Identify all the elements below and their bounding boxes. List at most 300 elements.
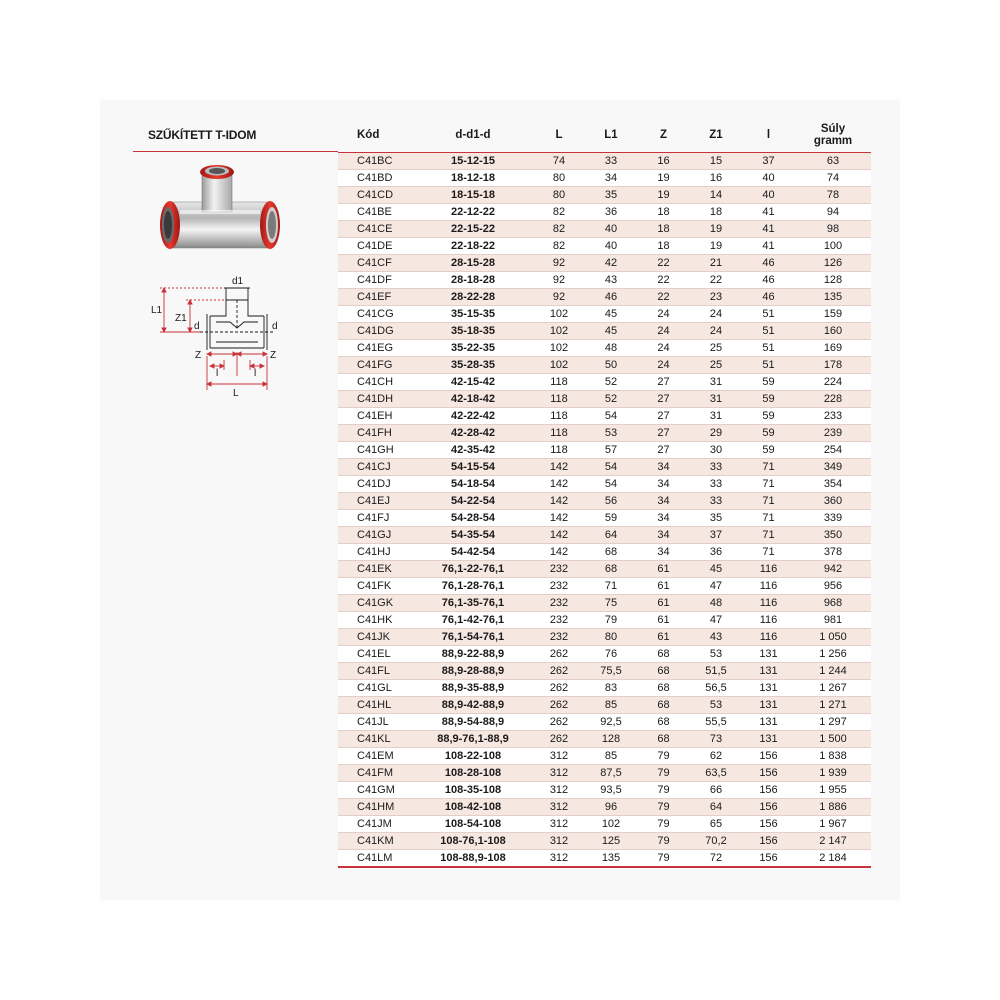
cell-code: C41DG bbox=[338, 323, 413, 340]
table-row bbox=[338, 765, 871, 782]
cell-L: 92 bbox=[533, 255, 585, 272]
cell-code: C41FL bbox=[338, 663, 413, 680]
cell-l: 156 bbox=[742, 799, 795, 816]
cell-code: C41HJ bbox=[338, 544, 413, 561]
cell-code: C41BD bbox=[338, 170, 413, 187]
cell-code: C41BE bbox=[338, 204, 413, 221]
col-header-l: l bbox=[742, 118, 795, 153]
table-row bbox=[338, 391, 871, 408]
cell-L: 232 bbox=[533, 578, 585, 595]
cell-L: 142 bbox=[533, 493, 585, 510]
cell-L1: 87,5 bbox=[585, 765, 637, 782]
cell-Z: 79 bbox=[637, 765, 690, 782]
table-row bbox=[338, 204, 871, 221]
table-row bbox=[338, 289, 871, 306]
cell-weight: 1 838 bbox=[795, 748, 871, 765]
cell-L: 262 bbox=[533, 697, 585, 714]
cell-L1: 79 bbox=[585, 612, 637, 629]
cell-L: 312 bbox=[533, 765, 585, 782]
cell-l: 37 bbox=[742, 153, 795, 170]
cell-weight: 968 bbox=[795, 595, 871, 612]
cell-Z1: 33 bbox=[690, 493, 742, 510]
cell-code: C41DE bbox=[338, 238, 413, 255]
cell-code: C41FM bbox=[338, 765, 413, 782]
cell-L: 102 bbox=[533, 306, 585, 323]
cell-dims: 76,1-22-76,1 bbox=[413, 561, 533, 578]
cell-L: 142 bbox=[533, 527, 585, 544]
cell-L1: 52 bbox=[585, 374, 637, 391]
tee-fitting-photo bbox=[150, 158, 290, 268]
cell-Z1: 66 bbox=[690, 782, 742, 799]
cell-weight: 78 bbox=[795, 187, 871, 204]
cell-Z1: 16 bbox=[690, 170, 742, 187]
cell-code: C41BC bbox=[338, 153, 413, 170]
cell-Z: 16 bbox=[637, 153, 690, 170]
cell-code: C41LM bbox=[338, 850, 413, 868]
cell-Z1: 24 bbox=[690, 323, 742, 340]
cell-dims: 108-35-108 bbox=[413, 782, 533, 799]
cell-weight: 1 050 bbox=[795, 629, 871, 646]
cell-dims: 76,1-42-76,1 bbox=[413, 612, 533, 629]
cell-code: C41FK bbox=[338, 578, 413, 595]
cell-L1: 68 bbox=[585, 561, 637, 578]
label-d-right: d bbox=[272, 321, 278, 332]
cell-Z1: 53 bbox=[690, 697, 742, 714]
table-row bbox=[338, 510, 871, 527]
cell-dims: 28-15-28 bbox=[413, 255, 533, 272]
table-row bbox=[338, 459, 871, 476]
label-Z1: Z1 bbox=[175, 313, 187, 324]
table-row bbox=[338, 561, 871, 578]
cell-L1: 57 bbox=[585, 442, 637, 459]
cell-dims: 54-15-54 bbox=[413, 459, 533, 476]
cell-L: 232 bbox=[533, 629, 585, 646]
cell-Z: 34 bbox=[637, 493, 690, 510]
cell-Z: 18 bbox=[637, 238, 690, 255]
cell-Z1: 53 bbox=[690, 646, 742, 663]
cell-L: 82 bbox=[533, 204, 585, 221]
table-row bbox=[338, 408, 871, 425]
cell-dims: 22-12-22 bbox=[413, 204, 533, 221]
cell-L: 262 bbox=[533, 680, 585, 697]
cell-weight: 1 244 bbox=[795, 663, 871, 680]
cell-l: 71 bbox=[742, 459, 795, 476]
cell-Z1: 72 bbox=[690, 850, 742, 868]
cell-weight: 135 bbox=[795, 289, 871, 306]
cell-L: 312 bbox=[533, 799, 585, 816]
cell-Z1: 14 bbox=[690, 187, 742, 204]
cell-weight: 126 bbox=[795, 255, 871, 272]
cell-code: C41CG bbox=[338, 306, 413, 323]
cell-l: 59 bbox=[742, 408, 795, 425]
cell-weight: 233 bbox=[795, 408, 871, 425]
cell-code: C41HL bbox=[338, 697, 413, 714]
table-row bbox=[338, 663, 871, 680]
cell-Z: 79 bbox=[637, 748, 690, 765]
cell-dims: 42-18-42 bbox=[413, 391, 533, 408]
cell-dims: 54-28-54 bbox=[413, 510, 533, 527]
cell-weight: 94 bbox=[795, 204, 871, 221]
cell-dims: 88,9-28-88,9 bbox=[413, 663, 533, 680]
cell-L: 74 bbox=[533, 153, 585, 170]
cell-l: 156 bbox=[742, 833, 795, 850]
cell-dims: 76,1-54-76,1 bbox=[413, 629, 533, 646]
cell-l: 40 bbox=[742, 170, 795, 187]
cell-weight: 1 256 bbox=[795, 646, 871, 663]
label-l-right: l bbox=[254, 368, 257, 379]
cell-L1: 50 bbox=[585, 357, 637, 374]
cell-dims: 28-22-28 bbox=[413, 289, 533, 306]
cell-dims: 42-15-42 bbox=[413, 374, 533, 391]
cell-dims: 18-12-18 bbox=[413, 170, 533, 187]
cell-weight: 956 bbox=[795, 578, 871, 595]
cell-Z1: 65 bbox=[690, 816, 742, 833]
cell-code: C41KM bbox=[338, 833, 413, 850]
label-l-left: l bbox=[216, 368, 219, 379]
cell-Z1: 36 bbox=[690, 544, 742, 561]
cell-l: 59 bbox=[742, 425, 795, 442]
cell-l: 131 bbox=[742, 697, 795, 714]
cell-Z1: 22 bbox=[690, 272, 742, 289]
cell-Z: 22 bbox=[637, 289, 690, 306]
dimension-table bbox=[338, 118, 871, 868]
cell-weight: 100 bbox=[795, 238, 871, 255]
table-row bbox=[338, 493, 871, 510]
cell-L1: 33 bbox=[585, 153, 637, 170]
cell-dims: 88,9-35-88,9 bbox=[413, 680, 533, 697]
label-Z-left: Z bbox=[195, 350, 202, 361]
cell-L1: 45 bbox=[585, 306, 637, 323]
cell-weight: 1 967 bbox=[795, 816, 871, 833]
weight-header-line2: gramm bbox=[813, 135, 853, 147]
cell-l: 51 bbox=[742, 323, 795, 340]
cell-dims: 15-12-15 bbox=[413, 153, 533, 170]
cell-l: 131 bbox=[742, 731, 795, 748]
cell-weight: 1 267 bbox=[795, 680, 871, 697]
cell-dims: 54-18-54 bbox=[413, 476, 533, 493]
cell-weight: 981 bbox=[795, 612, 871, 629]
col-header-weight bbox=[795, 118, 871, 153]
col-header-L1: L1 bbox=[585, 118, 637, 153]
cell-dims: 35-18-35 bbox=[413, 323, 533, 340]
cell-Z: 68 bbox=[637, 731, 690, 748]
table-row bbox=[338, 238, 871, 255]
cell-L1: 128 bbox=[585, 731, 637, 748]
cell-L: 102 bbox=[533, 323, 585, 340]
table-row bbox=[338, 799, 871, 816]
cell-Z: 27 bbox=[637, 408, 690, 425]
cell-code: C41EH bbox=[338, 408, 413, 425]
cell-L: 92 bbox=[533, 289, 585, 306]
cell-code: C41GK bbox=[338, 595, 413, 612]
cell-l: 40 bbox=[742, 187, 795, 204]
col-header-L: L bbox=[533, 118, 585, 153]
cell-weight: 1 271 bbox=[795, 697, 871, 714]
cell-code: C41CD bbox=[338, 187, 413, 204]
cell-weight: 74 bbox=[795, 170, 871, 187]
cell-dims: 108-88,9-108 bbox=[413, 850, 533, 868]
table-row bbox=[338, 442, 871, 459]
cell-dims: 35-22-35 bbox=[413, 340, 533, 357]
cell-dims: 108-54-108 bbox=[413, 816, 533, 833]
cell-Z1: 35 bbox=[690, 510, 742, 527]
table-row bbox=[338, 833, 871, 850]
cell-L1: 76 bbox=[585, 646, 637, 663]
cell-Z: 79 bbox=[637, 782, 690, 799]
cell-L: 142 bbox=[533, 544, 585, 561]
cell-L1: 96 bbox=[585, 799, 637, 816]
cell-code: C41GJ bbox=[338, 527, 413, 544]
cell-Z: 34 bbox=[637, 459, 690, 476]
cell-code: C41JM bbox=[338, 816, 413, 833]
cell-l: 156 bbox=[742, 782, 795, 799]
table-header-row bbox=[338, 118, 871, 153]
cell-Z: 34 bbox=[637, 544, 690, 561]
table-row bbox=[338, 340, 871, 357]
title-underline bbox=[133, 151, 338, 152]
cell-dims: 54-42-54 bbox=[413, 544, 533, 561]
cell-Z: 79 bbox=[637, 816, 690, 833]
cell-Z: 61 bbox=[637, 561, 690, 578]
cell-Z1: 47 bbox=[690, 612, 742, 629]
cell-code: C41EG bbox=[338, 340, 413, 357]
cell-weight: 159 bbox=[795, 306, 871, 323]
cell-code: C41EJ bbox=[338, 493, 413, 510]
cell-Z1: 25 bbox=[690, 357, 742, 374]
cell-weight: 224 bbox=[795, 374, 871, 391]
cell-L: 80 bbox=[533, 170, 585, 187]
cell-L1: 68 bbox=[585, 544, 637, 561]
cell-L: 232 bbox=[533, 612, 585, 629]
cell-Z: 68 bbox=[637, 697, 690, 714]
cell-L1: 53 bbox=[585, 425, 637, 442]
cell-Z1: 33 bbox=[690, 459, 742, 476]
cell-Z1: 30 bbox=[690, 442, 742, 459]
cell-Z1: 62 bbox=[690, 748, 742, 765]
cell-code: C41KL bbox=[338, 731, 413, 748]
cell-L1: 56 bbox=[585, 493, 637, 510]
cell-L1: 34 bbox=[585, 170, 637, 187]
cell-L1: 75,5 bbox=[585, 663, 637, 680]
cell-Z: 27 bbox=[637, 425, 690, 442]
cell-L: 232 bbox=[533, 561, 585, 578]
label-d-left: d bbox=[194, 321, 200, 332]
cell-l: 156 bbox=[742, 748, 795, 765]
cell-code: C41EF bbox=[338, 289, 413, 306]
cell-l: 71 bbox=[742, 510, 795, 527]
cell-Z1: 25 bbox=[690, 340, 742, 357]
cell-code: C41HM bbox=[338, 799, 413, 816]
cell-Z: 27 bbox=[637, 374, 690, 391]
cell-l: 71 bbox=[742, 527, 795, 544]
cell-dims: 54-35-54 bbox=[413, 527, 533, 544]
cell-l: 71 bbox=[742, 544, 795, 561]
cell-code: C41FJ bbox=[338, 510, 413, 527]
cell-L: 92 bbox=[533, 272, 585, 289]
cell-Z: 68 bbox=[637, 714, 690, 731]
cell-L1: 54 bbox=[585, 459, 637, 476]
cell-weight: 349 bbox=[795, 459, 871, 476]
table-row bbox=[338, 425, 871, 442]
cell-dims: 88,9-76,1-88,9 bbox=[413, 731, 533, 748]
cell-Z: 68 bbox=[637, 663, 690, 680]
cell-L1: 71 bbox=[585, 578, 637, 595]
table-row bbox=[338, 646, 871, 663]
table-row bbox=[338, 629, 871, 646]
table-row bbox=[338, 578, 871, 595]
cell-l: 51 bbox=[742, 340, 795, 357]
cell-Z: 34 bbox=[637, 476, 690, 493]
cell-weight: 942 bbox=[795, 561, 871, 578]
cell-dims: 88,9-54-88,9 bbox=[413, 714, 533, 731]
cell-l: 131 bbox=[742, 646, 795, 663]
cell-l: 116 bbox=[742, 595, 795, 612]
cell-dims: 42-35-42 bbox=[413, 442, 533, 459]
cell-Z: 27 bbox=[637, 442, 690, 459]
cell-L1: 93,5 bbox=[585, 782, 637, 799]
cell-weight: 128 bbox=[795, 272, 871, 289]
cell-L: 312 bbox=[533, 833, 585, 850]
col-header-Z1: Z1 bbox=[690, 118, 742, 153]
cell-L: 82 bbox=[533, 221, 585, 238]
cell-L1: 36 bbox=[585, 204, 637, 221]
cell-L1: 85 bbox=[585, 748, 637, 765]
cell-L: 142 bbox=[533, 510, 585, 527]
col-header-code: Kód bbox=[338, 118, 413, 153]
cell-code: C41EL bbox=[338, 646, 413, 663]
cell-L: 312 bbox=[533, 816, 585, 833]
table-row bbox=[338, 595, 871, 612]
cell-l: 59 bbox=[742, 374, 795, 391]
cell-L: 118 bbox=[533, 408, 585, 425]
cell-Z: 61 bbox=[637, 612, 690, 629]
cell-Z1: 47 bbox=[690, 578, 742, 595]
cell-L1: 45 bbox=[585, 323, 637, 340]
cell-l: 116 bbox=[742, 629, 795, 646]
cell-code: C41DJ bbox=[338, 476, 413, 493]
cell-code: C41CF bbox=[338, 255, 413, 272]
cell-weight: 254 bbox=[795, 442, 871, 459]
cell-weight: 63 bbox=[795, 153, 871, 170]
table-row bbox=[338, 850, 871, 868]
cell-dims: 22-15-22 bbox=[413, 221, 533, 238]
cell-Z1: 18 bbox=[690, 204, 742, 221]
cell-Z1: 21 bbox=[690, 255, 742, 272]
cell-code: C41CH bbox=[338, 374, 413, 391]
cell-L: 262 bbox=[533, 731, 585, 748]
cell-code: C41DF bbox=[338, 272, 413, 289]
cell-Z1: 31 bbox=[690, 408, 742, 425]
table-row bbox=[338, 680, 871, 697]
cell-Z: 24 bbox=[637, 306, 690, 323]
table-row bbox=[338, 816, 871, 833]
cell-L1: 85 bbox=[585, 697, 637, 714]
cell-weight: 2 184 bbox=[795, 850, 871, 868]
cell-dims: 76,1-35-76,1 bbox=[413, 595, 533, 612]
table-row bbox=[338, 306, 871, 323]
label-Z-right: Z bbox=[270, 350, 277, 361]
cell-Z1: 15 bbox=[690, 153, 742, 170]
cell-Z: 19 bbox=[637, 187, 690, 204]
cell-code: C41DH bbox=[338, 391, 413, 408]
cell-L: 82 bbox=[533, 238, 585, 255]
cell-L1: 75 bbox=[585, 595, 637, 612]
cell-Z1: 37 bbox=[690, 527, 742, 544]
col-header-dims: d-d1-d bbox=[413, 118, 533, 153]
cell-Z1: 55,5 bbox=[690, 714, 742, 731]
cell-L1: 54 bbox=[585, 408, 637, 425]
cell-Z1: 19 bbox=[690, 221, 742, 238]
cell-weight: 160 bbox=[795, 323, 871, 340]
cell-l: 59 bbox=[742, 391, 795, 408]
cell-weight: 178 bbox=[795, 357, 871, 374]
cell-Z1: 70,2 bbox=[690, 833, 742, 850]
cell-Z: 22 bbox=[637, 255, 690, 272]
cell-Z: 34 bbox=[637, 527, 690, 544]
cell-l: 116 bbox=[742, 561, 795, 578]
label-d1: d1 bbox=[232, 276, 244, 287]
cell-l: 116 bbox=[742, 578, 795, 595]
cell-dims: 88,9-42-88,9 bbox=[413, 697, 533, 714]
cell-Z: 61 bbox=[637, 595, 690, 612]
cell-code: C41EM bbox=[338, 748, 413, 765]
label-L: L bbox=[233, 388, 239, 399]
cell-Z1: 24 bbox=[690, 306, 742, 323]
cell-Z: 18 bbox=[637, 221, 690, 238]
cell-dims: 35-28-35 bbox=[413, 357, 533, 374]
cell-l: 131 bbox=[742, 663, 795, 680]
cell-l: 41 bbox=[742, 238, 795, 255]
cell-Z1: 48 bbox=[690, 595, 742, 612]
cell-weight: 378 bbox=[795, 544, 871, 561]
cell-l: 71 bbox=[742, 493, 795, 510]
cell-Z: 68 bbox=[637, 646, 690, 663]
cell-Z1: 31 bbox=[690, 391, 742, 408]
cell-Z: 19 bbox=[637, 170, 690, 187]
cell-Z1: 43 bbox=[690, 629, 742, 646]
table-row bbox=[338, 170, 871, 187]
cell-L: 142 bbox=[533, 476, 585, 493]
table-row bbox=[338, 714, 871, 731]
cell-l: 41 bbox=[742, 221, 795, 238]
table-row bbox=[338, 782, 871, 799]
cell-code: C41JK bbox=[338, 629, 413, 646]
cell-l: 59 bbox=[742, 442, 795, 459]
cell-L1: 52 bbox=[585, 391, 637, 408]
cell-L1: 125 bbox=[585, 833, 637, 850]
cell-l: 131 bbox=[742, 714, 795, 731]
cell-L1: 42 bbox=[585, 255, 637, 272]
cell-weight: 350 bbox=[795, 527, 871, 544]
cell-L1: 54 bbox=[585, 476, 637, 493]
cell-l: 156 bbox=[742, 816, 795, 833]
cell-Z1: 29 bbox=[690, 425, 742, 442]
cell-dims: 18-15-18 bbox=[413, 187, 533, 204]
dimension-diagram bbox=[150, 272, 300, 402]
cell-dims: 108-76,1-108 bbox=[413, 833, 533, 850]
table-row bbox=[338, 374, 871, 391]
cell-weight: 1 886 bbox=[795, 799, 871, 816]
cell-weight: 360 bbox=[795, 493, 871, 510]
cell-weight: 339 bbox=[795, 510, 871, 527]
cell-code: C41FG bbox=[338, 357, 413, 374]
product-title: SZŰKÍTETT T-IDOM bbox=[148, 128, 257, 142]
cell-Z1: 64 bbox=[690, 799, 742, 816]
cell-L: 118 bbox=[533, 391, 585, 408]
cell-dims: 22-18-22 bbox=[413, 238, 533, 255]
table-row bbox=[338, 221, 871, 238]
cell-L: 102 bbox=[533, 357, 585, 374]
